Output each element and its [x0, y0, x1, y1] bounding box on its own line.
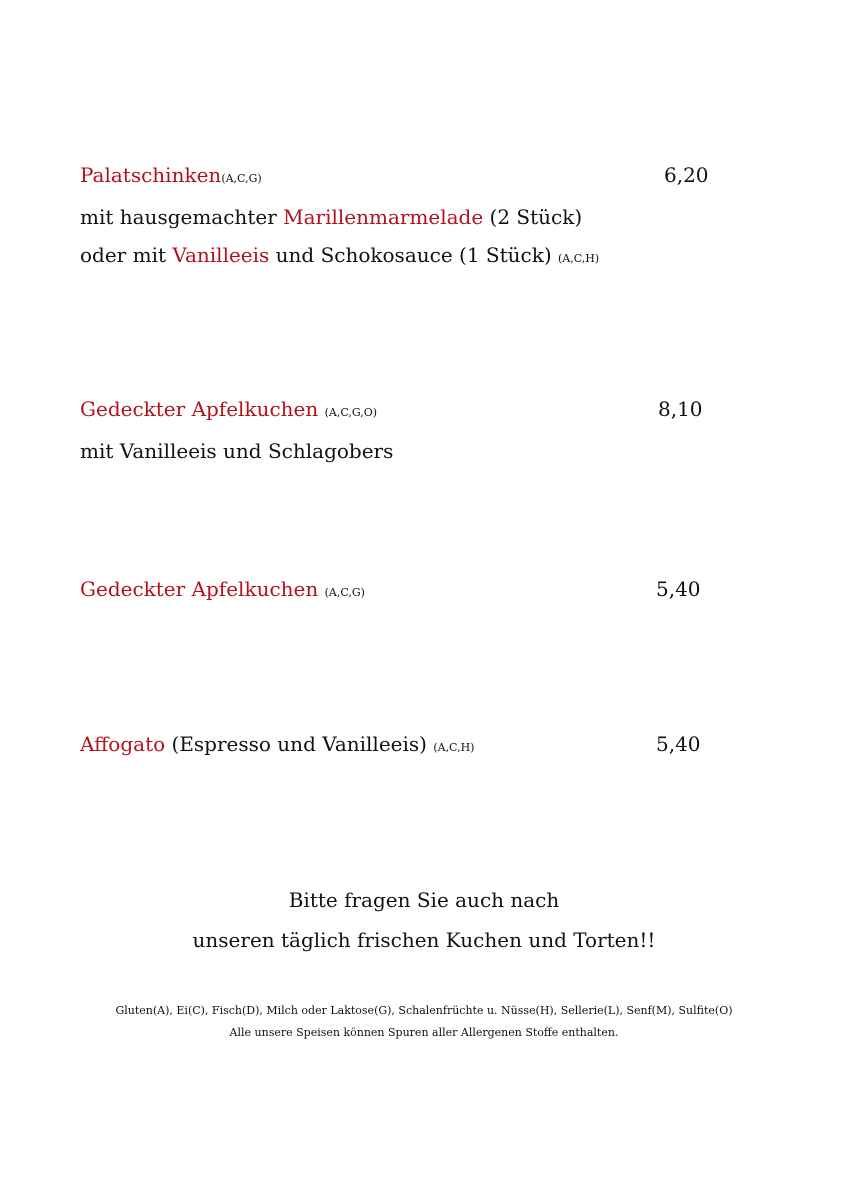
desc-text: oder mit	[80, 243, 173, 267]
item-price: 6,20	[664, 163, 709, 187]
desc-text: mit hausgemachter	[80, 205, 284, 229]
item-allergens: (A,C,H)	[433, 741, 475, 754]
notice-line-2: unseren täglich frischen Kuchen und Torten!!	[192, 928, 656, 952]
menu-item-gedeckter-apfelkuchen-eis	[80, 390, 800, 470]
desc-text: und Schokosauce (1 Stück)	[269, 243, 559, 267]
item-name: Affogato	[80, 732, 166, 756]
desc-text: mit Vanilleeis und Schlagobers	[80, 439, 394, 463]
item-price: 8,10	[658, 397, 703, 421]
cake-notice	[0, 880, 848, 960]
desc-highlight: Marillenmarmelade	[283, 205, 484, 229]
desc-highlight: Vanilleeis	[172, 243, 270, 267]
menu-item-affogato	[80, 725, 800, 767]
item-name: Gedeckter Apfelkuchen	[80, 577, 319, 601]
item-allergens: (A,C,G)	[221, 172, 262, 185]
allergen-legend-line-2: Alle unsere Speisen können Spuren aller Allergenen Stoffe enthalten.	[229, 1026, 619, 1039]
item-name: Palatschinken	[80, 163, 222, 187]
item-name-suffix: (Espresso und Vanilleeis)	[165, 732, 434, 756]
item-allergens: (A,C,G,O)	[324, 406, 378, 419]
menu-item-palatschinken	[80, 156, 800, 278]
desc-text: (2 Stück)	[483, 205, 583, 229]
allergen-legend-line-1: Gluten(A), Ei(C), Fisch(D), Milch oder Laktose(G), Schalenfrüchte u. Nüsse(H), Sellerie(L), Senf(M), Sulfite(O)	[115, 1004, 733, 1017]
item-allergens: (A,C,G)	[324, 586, 365, 599]
notice-line-1: Bitte fragen Sie auch nach	[288, 888, 560, 912]
item-description-line-2	[80, 236, 800, 278]
desc-allergens: (A,C,H)	[558, 252, 600, 265]
item-description-line-1	[80, 432, 800, 470]
allergen-legend	[0, 1000, 848, 1044]
menu-item-gedeckter-apfelkuchen	[80, 570, 800, 612]
item-price: 5,40	[656, 577, 701, 601]
item-price: 5,40	[656, 732, 701, 756]
item-description-line-1	[80, 198, 800, 236]
item-name: Gedeckter Apfelkuchen	[80, 397, 319, 421]
